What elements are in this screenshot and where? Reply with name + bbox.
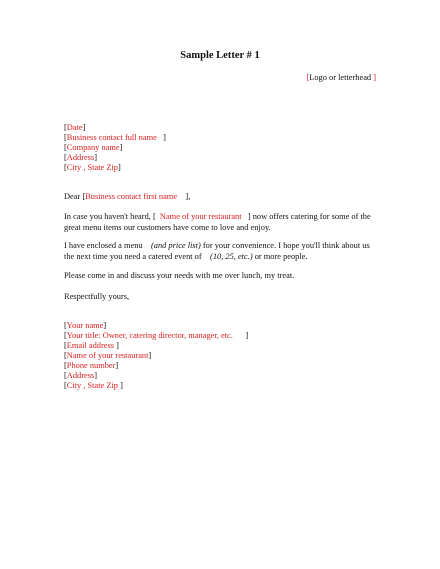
bracket-close: ] [373,73,376,82]
recipient-company: [Company name] [64,143,123,152]
signature-name: [Your name] [64,321,107,330]
closing: Respectfully yours, [64,292,130,301]
recipient-date: [Date] [64,123,86,132]
page-title: Sample Letter # 1 [180,50,260,61]
signature-restaurant: [Name of your restaurant] [64,351,152,360]
paragraph-3: Please come in and discuss your needs with me over lunch, my treat. [64,271,295,280]
logo-text: Logo or letterhead [309,73,372,82]
recipient-city-state-zip: [City , State Zip] [64,163,121,172]
paragraph-1: In case you haven't heard, [ Name of your restaurant ] now offers catering for some of the great menu items our customers have come to love and enjoy. [64,212,371,232]
signature-email: [Email address ] [64,341,119,350]
signature-address: [Address] [64,371,98,380]
paragraph-2: I have enclosed a menu (and price list) for your convenience. I hope you'll think about us the next time you need a catered event of (10, 25, etc.) or more people. [64,241,370,261]
salutation: Dear [Business contact first name ], [64,192,191,201]
logo-placeholder [306,73,376,82]
recipient-address: [Address] [64,153,98,162]
signature-phone: [Phone number] [64,361,119,370]
signature-title: [Your title: Owner, catering director, manager, etc. ] [64,331,249,340]
signature-city-state-zip: [City , State Zip ] [64,381,123,390]
recipient-full-name: [Business contact full name ] [64,133,166,142]
recipient-block [64,123,166,173]
signature-block [64,321,248,391]
bracket-open: [ [306,73,310,82]
